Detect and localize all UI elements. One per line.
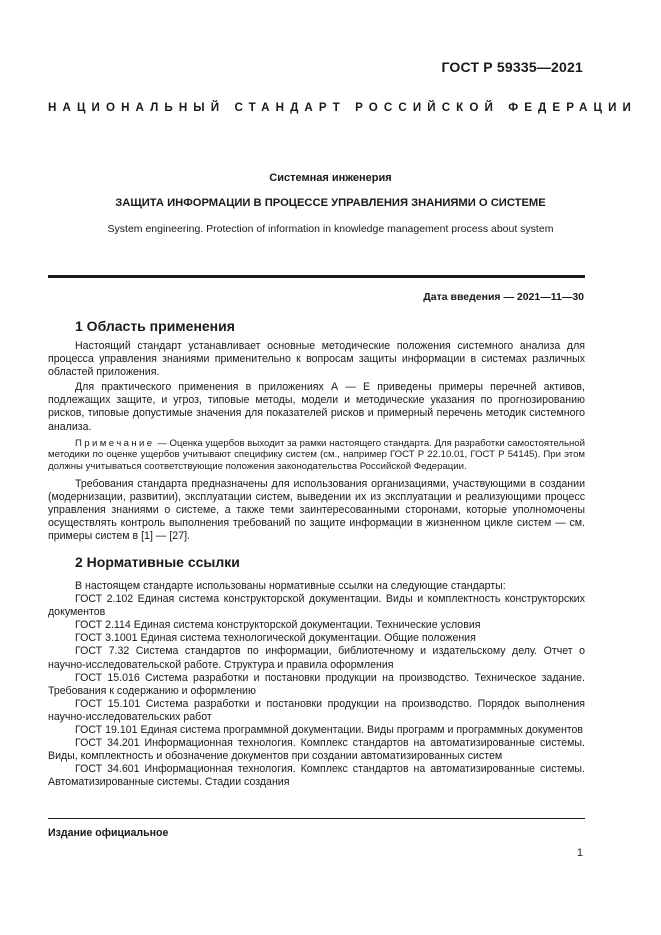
reference-item: ГОСТ 2.102 Единая система конструкторской документации. Виды и комплектность конструкторских документов (48, 593, 585, 619)
section-1-heading: 1 Область применения (75, 318, 235, 334)
note-label: Примечание (75, 437, 155, 449)
reference-item: ГОСТ 19.101 Единая система программной документации. Виды программ и программных документов (75, 724, 584, 737)
reference-item: ГОСТ 34.601 Информационная технология. Комплекс стандартов на автоматизированные системы. Автоматизированные системы. Стадии создания (48, 763, 585, 789)
section-1-paragraph-1: Настоящий стандарт устанавливает основные методические положения системного анализа для процесса управления знаниями применительно к вопросам защиты информации в системах различных областей приложения. (48, 340, 585, 379)
reference-item: ГОСТ 7.32 Система стандартов по информации, библиотечному и издательскому делу. Отчет о научно-исследовательской работе. Структура и правила оформления (48, 645, 585, 671)
reference-item: ГОСТ 2.114 Единая система конструкторской документации. Технические условия (75, 619, 481, 632)
reference-item: ГОСТ 3.1001 Единая система технологической документации. Общие положения (75, 632, 476, 645)
reference-item: ГОСТ 34.201 Информационная технология. Комплекс стандартов на автоматизированные системы. Виды, комплектность и обозначение документов при создании автоматизированных систем (48, 737, 585, 763)
edition-label: Издание официальное (48, 827, 169, 839)
section-1-paragraph-2: Для практического применения в приложениях А — Е приведены примеры перечней активов, подлежащих защите, и угроз, типовые методы, модели и методические указания по прогнозированию рисков, типовые допустимые значения для показателей рисков и примерный перечень методик системного анализа. (48, 381, 585, 433)
section-2-heading: 2 Нормативные ссылки (75, 554, 240, 570)
section-2-body (48, 580, 585, 790)
bottom-divider (48, 818, 585, 819)
standard-title: НАЦИОНАЛЬНЫЙ СТАНДАРТ РОССИЙСКОЙ ФЕДЕРАЦИИ (48, 101, 637, 114)
section-1-body (48, 340, 585, 544)
note-text: — Оценка ущербов выходит за рамки настоящего стандарта. Для разработки самостоятельной методики по оценке ущербов учитывают специфику систем (см., например ГОСТ Р 22.10.01, ГОСТ Р 54145). При этом должны учитываться соответствующие положения законодательства Российской Федерации. (48, 437, 585, 473)
section-1-note (48, 438, 585, 473)
section-1-paragraph-3: Требования стандарта предназначены для использования организациями, участвующими в создании (модернизации, развитии), эксплуатации систем, выведении их из эксплуатации и реализующими процесс управления знаниями о системе, а также теми заинтересованными сторонами, которые уполномочены осуществлять контроль выполнения требований по защите информации в жизненном цикле систем — см. примеры систем в [1] — [27]. (48, 478, 585, 543)
page-number: 1 (576, 847, 583, 859)
document-main-title: ЗАЩИТА ИНФОРМАЦИИ В ПРОЦЕССЕ УПРАВЛЕНИЯ ЗНАНИЯМИ О СИСТЕМЕ (115, 197, 546, 209)
document-subtitle: Системная инженерия (269, 172, 392, 184)
section-2-intro: В настоящем стандарте использованы нормативные ссылки на следующие стандарты: (75, 580, 506, 592)
reference-item: ГОСТ 15.101 Система разработки и постановки продукции на производство. Порядок выполнения научно-исследовательских работ (48, 697, 585, 723)
introduction-date: Дата введения — 2021—11—30 (423, 291, 584, 303)
english-title: System engineering. Protection of information in knowledge management process about system (107, 223, 554, 235)
document-number: ГОСТ Р 59335—2021 (441, 59, 583, 75)
top-divider (48, 275, 585, 278)
reference-item: ГОСТ 15.016 Система разработки и постановки продукции на производство. Техническое задание. Требования к содержанию и оформлению (48, 671, 585, 697)
